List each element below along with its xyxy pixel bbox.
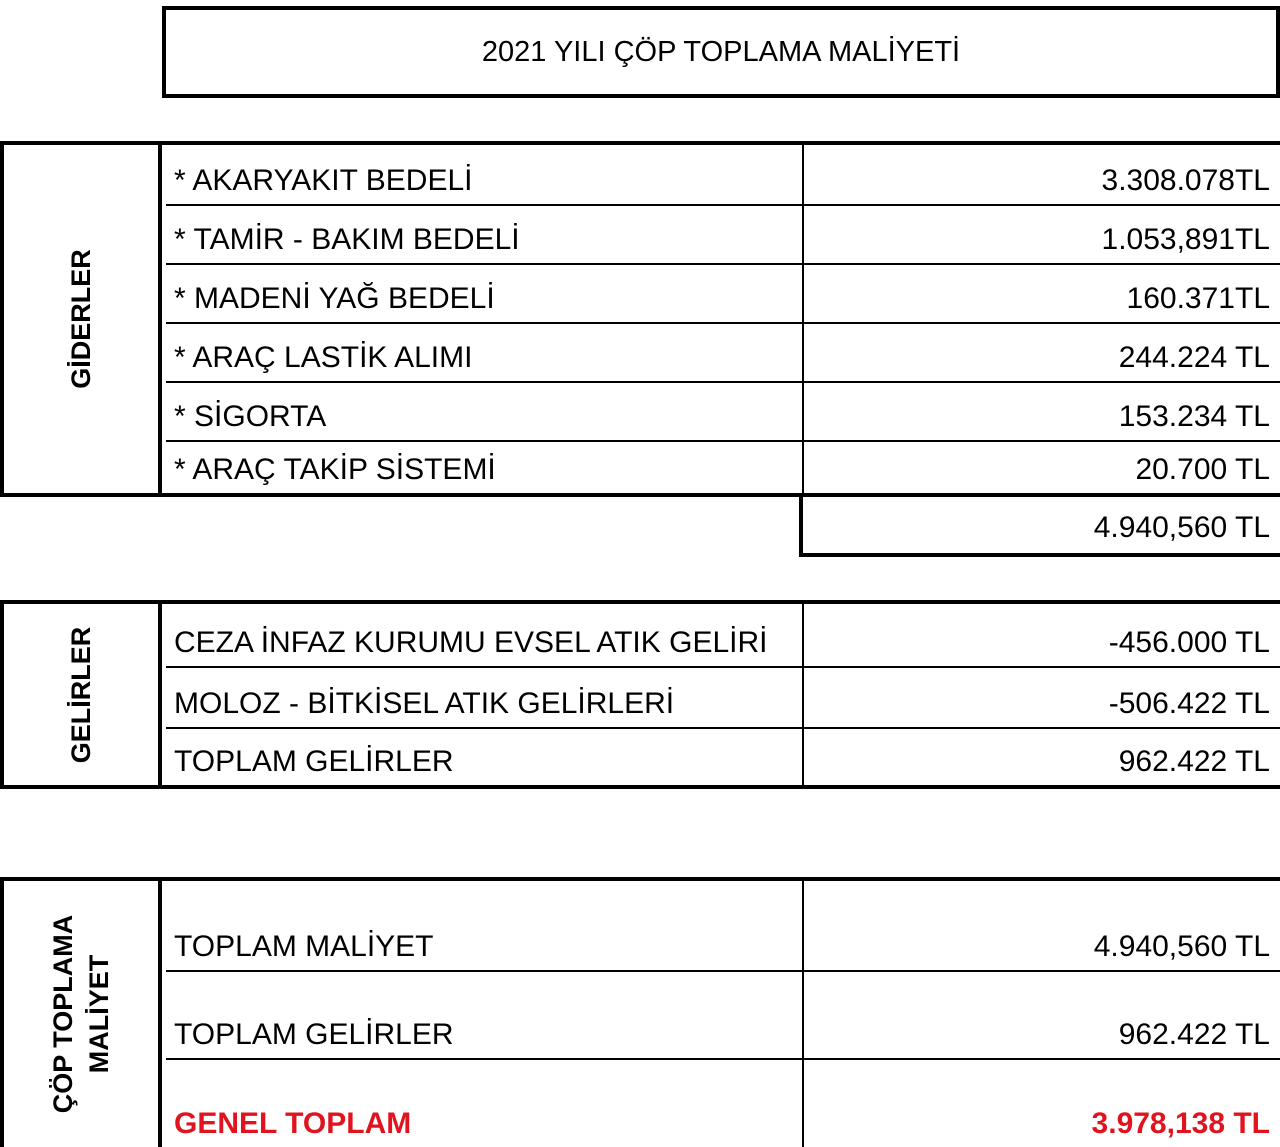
row-label: * ARAÇ TAKİP SİSTEMİ bbox=[166, 442, 804, 493]
table-row bbox=[166, 729, 1280, 785]
row-label: TOPLAM GELİRLER bbox=[166, 972, 804, 1058]
giderler-header: GİDERLER bbox=[66, 249, 96, 389]
row-label: MOLOZ - BİTKİSEL ATIK GELİRLERİ bbox=[166, 668, 804, 727]
giderler-total: 4.940,560 TL bbox=[799, 496, 1280, 557]
row-label: * TAMİR - BAKIM BEDELİ bbox=[166, 206, 804, 263]
giderler-rows bbox=[166, 145, 1280, 493]
row-label: * MADENİ YAĞ BEDELİ bbox=[166, 265, 804, 322]
table-row bbox=[166, 265, 1280, 324]
page-title: 2021 YILI ÇÖP TOPLAMA MALİYETİ bbox=[162, 6, 1280, 98]
ozet-section bbox=[0, 877, 1280, 1147]
ozet-header-line1: ÇÖP TOPLAMA bbox=[48, 914, 78, 1114]
gelirler-rows bbox=[166, 604, 1280, 785]
row-value: -456.000 TL bbox=[1108, 626, 1270, 659]
giderler-side-header bbox=[4, 145, 162, 493]
row-value: 244.224 TL bbox=[1118, 341, 1270, 374]
row-value: 962.422 TL bbox=[1118, 745, 1270, 778]
giderler-section bbox=[0, 141, 1280, 497]
row-label: * SİGORTA bbox=[166, 383, 804, 440]
row-value: 153.234 TL bbox=[1118, 400, 1270, 433]
row-value: 962.422 TL bbox=[1118, 1018, 1270, 1051]
row-label: TOPLAM GELİRLER bbox=[166, 729, 804, 785]
ozet-header-line2: MALİYET bbox=[84, 954, 114, 1074]
table-row bbox=[166, 972, 1280, 1060]
row-value: 4.940,560 TL bbox=[1093, 930, 1270, 963]
ozet-header bbox=[45, 915, 117, 1114]
table-row bbox=[166, 442, 1280, 493]
row-value: 3.308.078TL bbox=[1101, 164, 1270, 197]
row-value: 20.700 TL bbox=[1135, 453, 1270, 486]
table-row bbox=[166, 383, 1280, 442]
row-value: 160.371TL bbox=[1126, 282, 1270, 315]
gelirler-section bbox=[0, 600, 1280, 789]
row-label: TOPLAM MALİYET bbox=[166, 881, 804, 970]
table-row bbox=[166, 668, 1280, 729]
grand-total-value: 3.978,138 TL bbox=[1091, 1107, 1270, 1140]
grand-total-label: GENEL TOPLAM bbox=[166, 1060, 804, 1147]
row-value: -506.422 TL bbox=[1108, 687, 1270, 720]
table-row bbox=[166, 604, 1280, 668]
table-row bbox=[166, 206, 1280, 265]
table-row bbox=[166, 881, 1280, 972]
row-label: * ARAÇ LASTİK ALIMI bbox=[166, 324, 804, 381]
table-row bbox=[166, 324, 1280, 383]
row-value: 1.053,891TL bbox=[1101, 223, 1270, 256]
table-row bbox=[166, 145, 1280, 206]
ozet-side-header bbox=[4, 881, 162, 1147]
table-row bbox=[166, 1060, 1280, 1147]
row-label: CEZA İNFAZ KURUMU EVSEL ATIK GELİRİ bbox=[166, 604, 804, 666]
gelirler-header: GELİRLER bbox=[66, 626, 96, 763]
ozet-rows bbox=[166, 881, 1280, 1147]
gelirler-side-header bbox=[4, 604, 162, 785]
row-label: * AKARYAKIT BEDELİ bbox=[166, 145, 804, 204]
